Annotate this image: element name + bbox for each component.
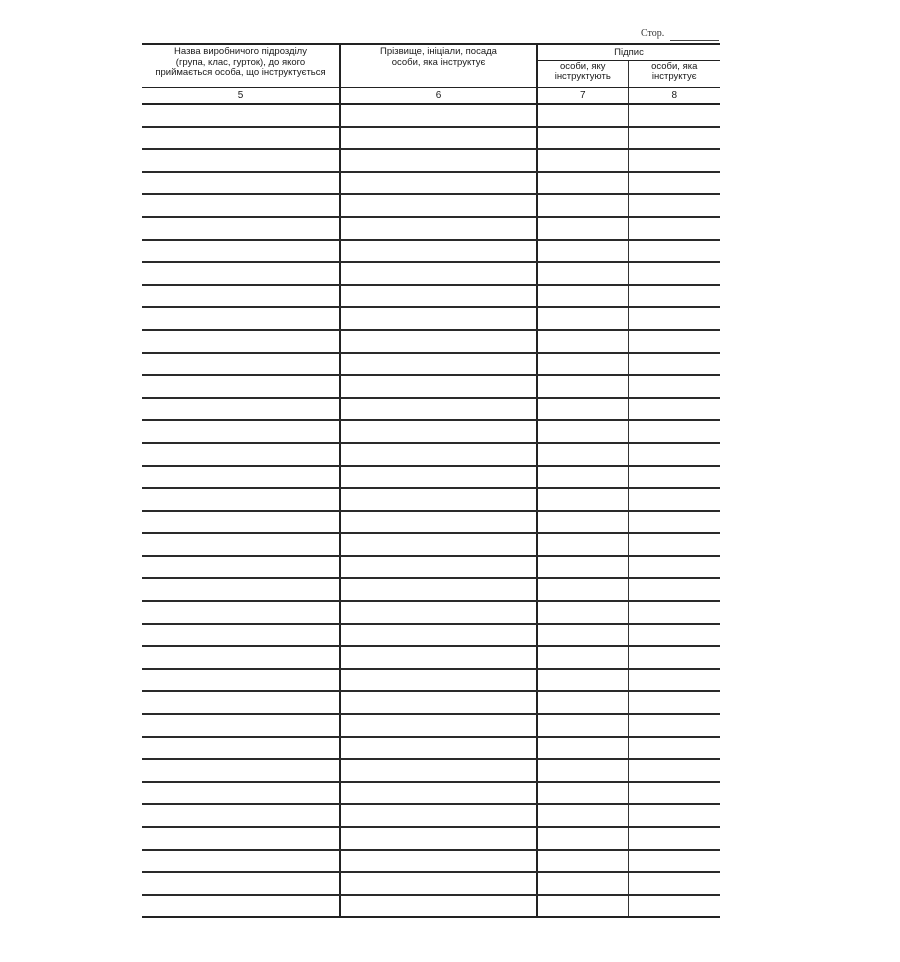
instructor-name-cell[interactable]: [340, 646, 537, 669]
signature-instructor-cell[interactable]: [628, 443, 720, 466]
instructor-name-cell[interactable]: [340, 398, 537, 421]
signature-instructed-cell[interactable]: [537, 420, 628, 443]
department-cell[interactable]: [142, 307, 340, 330]
table-row: [142, 601, 720, 624]
table-row: [142, 488, 720, 511]
signature-instructor-cell[interactable]: [628, 669, 720, 692]
signature-instructed-cell[interactable]: [537, 872, 628, 895]
instructor-name-cell[interactable]: [340, 601, 537, 624]
instructor-name-cell[interactable]: [340, 827, 537, 850]
department-cell[interactable]: [142, 398, 340, 421]
instructor-name-cell[interactable]: [340, 127, 537, 150]
column-number: 8: [628, 88, 720, 105]
table-row: [142, 330, 720, 353]
department-cell[interactable]: [142, 737, 340, 760]
table-body: [142, 104, 720, 917]
signature-instructed-cell[interactable]: [537, 307, 628, 330]
signature-instructor-cell[interactable]: [628, 872, 720, 895]
instructor-name-cell[interactable]: [340, 443, 537, 466]
table-row: [142, 850, 720, 873]
signature-instructor-cell[interactable]: [628, 172, 720, 195]
signature-instructor-cell[interactable]: [628, 691, 720, 714]
department-cell[interactable]: [142, 330, 340, 353]
department-cell[interactable]: [142, 827, 340, 850]
signature-instructed-cell[interactable]: [537, 624, 628, 647]
department-cell[interactable]: [142, 601, 340, 624]
table-row: [142, 353, 720, 376]
instructor-name-cell[interactable]: [340, 804, 537, 827]
instructor-name-cell[interactable]: [340, 172, 537, 195]
signature-instructor-cell[interactable]: [628, 488, 720, 511]
table-row: [142, 194, 720, 217]
table-row: [142, 556, 720, 579]
signature-instructed-cell[interactable]: [537, 240, 628, 263]
table-row: [142, 466, 720, 489]
instructor-name-cell[interactable]: [340, 262, 537, 285]
header-signature-instructor: особи, яка інструктує: [628, 61, 720, 88]
header-department: Назва виробничого підрозділу (група, клас, гурток), до якого приймається особа, що інструктується: [142, 44, 340, 88]
table-row: [142, 578, 720, 601]
header-instructor-name: Прізвище, ініціали, посада особи, яка інструктує: [340, 44, 537, 88]
department-cell[interactable]: [142, 104, 340, 127]
department-cell[interactable]: [142, 240, 340, 263]
table-row: [142, 782, 720, 805]
department-cell[interactable]: [142, 533, 340, 556]
signature-instructed-cell[interactable]: [537, 511, 628, 534]
instructor-name-cell[interactable]: [340, 240, 537, 263]
instructor-name-cell[interactable]: [340, 714, 537, 737]
signature-instructor-cell[interactable]: [628, 714, 720, 737]
department-cell[interactable]: [142, 556, 340, 579]
signature-instructed-cell[interactable]: [537, 194, 628, 217]
table-row: [142, 127, 720, 150]
column-number: 7: [537, 88, 628, 105]
signature-instructor-cell[interactable]: [628, 262, 720, 285]
department-cell[interactable]: [142, 194, 340, 217]
instructor-name-cell[interactable]: [340, 578, 537, 601]
page-number-label: Стор.: [641, 28, 665, 39]
instructor-name-cell[interactable]: [340, 850, 537, 873]
signature-instructor-cell[interactable]: [628, 782, 720, 805]
department-cell[interactable]: [142, 375, 340, 398]
instructor-name-cell[interactable]: [340, 691, 537, 714]
department-cell[interactable]: [142, 262, 340, 285]
instructor-name-cell[interactable]: [340, 782, 537, 805]
department-cell[interactable]: [142, 624, 340, 647]
table-row: [142, 443, 720, 466]
signature-instructed-cell[interactable]: [537, 149, 628, 172]
department-cell[interactable]: [142, 488, 340, 511]
signature-instructed-cell[interactable]: [537, 398, 628, 421]
header-signature: Підпис: [537, 44, 720, 61]
table-row: [142, 533, 720, 556]
instructor-name-cell[interactable]: [340, 533, 537, 556]
department-cell[interactable]: [142, 895, 340, 918]
signature-instructor-cell[interactable]: [628, 104, 720, 127]
table-row: [142, 827, 720, 850]
department-cell[interactable]: [142, 759, 340, 782]
department-cell[interactable]: [142, 443, 340, 466]
department-cell[interactable]: [142, 511, 340, 534]
instructor-name-cell[interactable]: [340, 330, 537, 353]
table-row: [142, 375, 720, 398]
table-row: [142, 240, 720, 263]
signature-instructor-cell[interactable]: [628, 127, 720, 150]
signature-instructed-cell[interactable]: [537, 601, 628, 624]
department-cell[interactable]: [142, 149, 340, 172]
signature-instructor-cell[interactable]: [628, 240, 720, 263]
instruction-journal-table: [142, 43, 720, 918]
table-row: [142, 285, 720, 308]
department-cell[interactable]: [142, 714, 340, 737]
signature-instructor-cell[interactable]: [628, 601, 720, 624]
signature-instructed-cell[interactable]: [537, 488, 628, 511]
signature-instructed-cell[interactable]: [537, 330, 628, 353]
department-cell[interactable]: [142, 646, 340, 669]
signature-instructor-cell[interactable]: [628, 737, 720, 760]
signature-instructed-cell[interactable]: [537, 353, 628, 376]
signature-instructor-cell[interactable]: [628, 895, 720, 918]
table-row: [142, 104, 720, 127]
instructor-name-cell[interactable]: [340, 466, 537, 489]
instructor-name-cell[interactable]: [340, 420, 537, 443]
signature-instructed-cell[interactable]: [537, 285, 628, 308]
department-cell[interactable]: [142, 466, 340, 489]
signature-instructor-cell[interactable]: [628, 466, 720, 489]
signature-instructor-cell[interactable]: [628, 759, 720, 782]
signature-instructed-cell[interactable]: [537, 895, 628, 918]
department-cell[interactable]: [142, 850, 340, 873]
department-cell[interactable]: [142, 804, 340, 827]
table-row: [142, 511, 720, 534]
instructor-name-cell[interactable]: [340, 375, 537, 398]
department-cell[interactable]: [142, 172, 340, 195]
table-row: [142, 420, 720, 443]
signature-instructor-cell[interactable]: [628, 804, 720, 827]
instructor-name-cell[interactable]: [340, 895, 537, 918]
signature-instructed-cell[interactable]: [537, 691, 628, 714]
instructor-name-cell[interactable]: [340, 353, 537, 376]
department-cell[interactable]: [142, 872, 340, 895]
instructor-name-cell[interactable]: [340, 624, 537, 647]
signature-instructor-cell[interactable]: [628, 194, 720, 217]
table-row: [142, 737, 720, 760]
signature-instructor-cell[interactable]: [628, 285, 720, 308]
signature-instructor-cell[interactable]: [628, 646, 720, 669]
table-row: [142, 646, 720, 669]
signature-instructor-cell[interactable]: [628, 420, 720, 443]
instructor-name-cell[interactable]: [340, 285, 537, 308]
instructor-name-cell[interactable]: [340, 307, 537, 330]
signature-instructor-cell[interactable]: [628, 398, 720, 421]
department-cell[interactable]: [142, 353, 340, 376]
signature-instructed-cell[interactable]: [537, 782, 628, 805]
table-row: [142, 669, 720, 692]
instructor-name-cell[interactable]: [340, 511, 537, 534]
instructor-name-cell[interactable]: [340, 737, 537, 760]
department-cell[interactable]: [142, 669, 340, 692]
instructor-name-cell[interactable]: [340, 217, 537, 240]
instructor-name-cell[interactable]: [340, 488, 537, 511]
signature-instructor-cell[interactable]: [628, 533, 720, 556]
signature-instructed-cell[interactable]: [537, 804, 628, 827]
department-cell[interactable]: [142, 691, 340, 714]
signature-instructed-cell[interactable]: [537, 646, 628, 669]
signature-instructed-cell[interactable]: [537, 127, 628, 150]
signature-instructed-cell[interactable]: [537, 714, 628, 737]
instructor-name-cell[interactable]: [340, 194, 537, 217]
signature-instructed-cell[interactable]: [537, 759, 628, 782]
instructor-name-cell[interactable]: [340, 556, 537, 579]
table-row: [142, 217, 720, 240]
signature-instructor-cell[interactable]: [628, 330, 720, 353]
department-cell[interactable]: [142, 578, 340, 601]
table-row: [142, 691, 720, 714]
signature-instructor-cell[interactable]: [628, 511, 720, 534]
table-row: [142, 624, 720, 647]
signature-instructed-cell[interactable]: [537, 375, 628, 398]
column-number: 6: [340, 88, 537, 105]
signature-instructor-cell[interactable]: [628, 307, 720, 330]
instructor-name-cell[interactable]: [340, 104, 537, 127]
page-number-field[interactable]: [670, 40, 719, 41]
department-cell[interactable]: [142, 285, 340, 308]
table-row: [142, 759, 720, 782]
signature-instructor-cell[interactable]: [628, 827, 720, 850]
table-row: [142, 398, 720, 421]
instructor-name-cell[interactable]: [340, 669, 537, 692]
department-cell[interactable]: [142, 420, 340, 443]
table-row: [142, 872, 720, 895]
department-cell[interactable]: [142, 782, 340, 805]
table-row: [142, 804, 720, 827]
instructor-name-cell[interactable]: [340, 759, 537, 782]
signature-instructed-cell[interactable]: [537, 466, 628, 489]
signature-instructed-cell[interactable]: [537, 172, 628, 195]
signature-instructor-cell[interactable]: [628, 149, 720, 172]
signature-instructed-cell[interactable]: [537, 669, 628, 692]
signature-instructed-cell[interactable]: [537, 850, 628, 873]
table-row: [142, 307, 720, 330]
signature-instructed-cell[interactable]: [537, 262, 628, 285]
signature-instructed-cell[interactable]: [537, 533, 628, 556]
signature-instructor-cell[interactable]: [628, 578, 720, 601]
instructor-name-cell[interactable]: [340, 872, 537, 895]
signature-instructor-cell[interactable]: [628, 353, 720, 376]
signature-instructed-cell[interactable]: [537, 104, 628, 127]
signature-instructed-cell[interactable]: [537, 578, 628, 601]
signature-instructed-cell[interactable]: [537, 556, 628, 579]
signature-instructor-cell[interactable]: [628, 624, 720, 647]
department-cell[interactable]: [142, 217, 340, 240]
signature-instructor-cell[interactable]: [628, 850, 720, 873]
table-row: [142, 714, 720, 737]
table-row: [142, 172, 720, 195]
header-signature-instructed: особи, яку інструктують: [537, 61, 628, 88]
signature-instructed-cell[interactable]: [537, 737, 628, 760]
signature-instructed-cell[interactable]: [537, 827, 628, 850]
signature-instructor-cell[interactable]: [628, 217, 720, 240]
table-row: [142, 149, 720, 172]
instructor-name-cell[interactable]: [340, 149, 537, 172]
signature-instructor-cell[interactable]: [628, 556, 720, 579]
table-row: [142, 262, 720, 285]
signature-instructed-cell[interactable]: [537, 217, 628, 240]
column-number: 5: [142, 88, 340, 105]
signature-instructed-cell[interactable]: [537, 443, 628, 466]
department-cell[interactable]: [142, 127, 340, 150]
table-row: [142, 895, 720, 918]
signature-instructor-cell[interactable]: [628, 375, 720, 398]
